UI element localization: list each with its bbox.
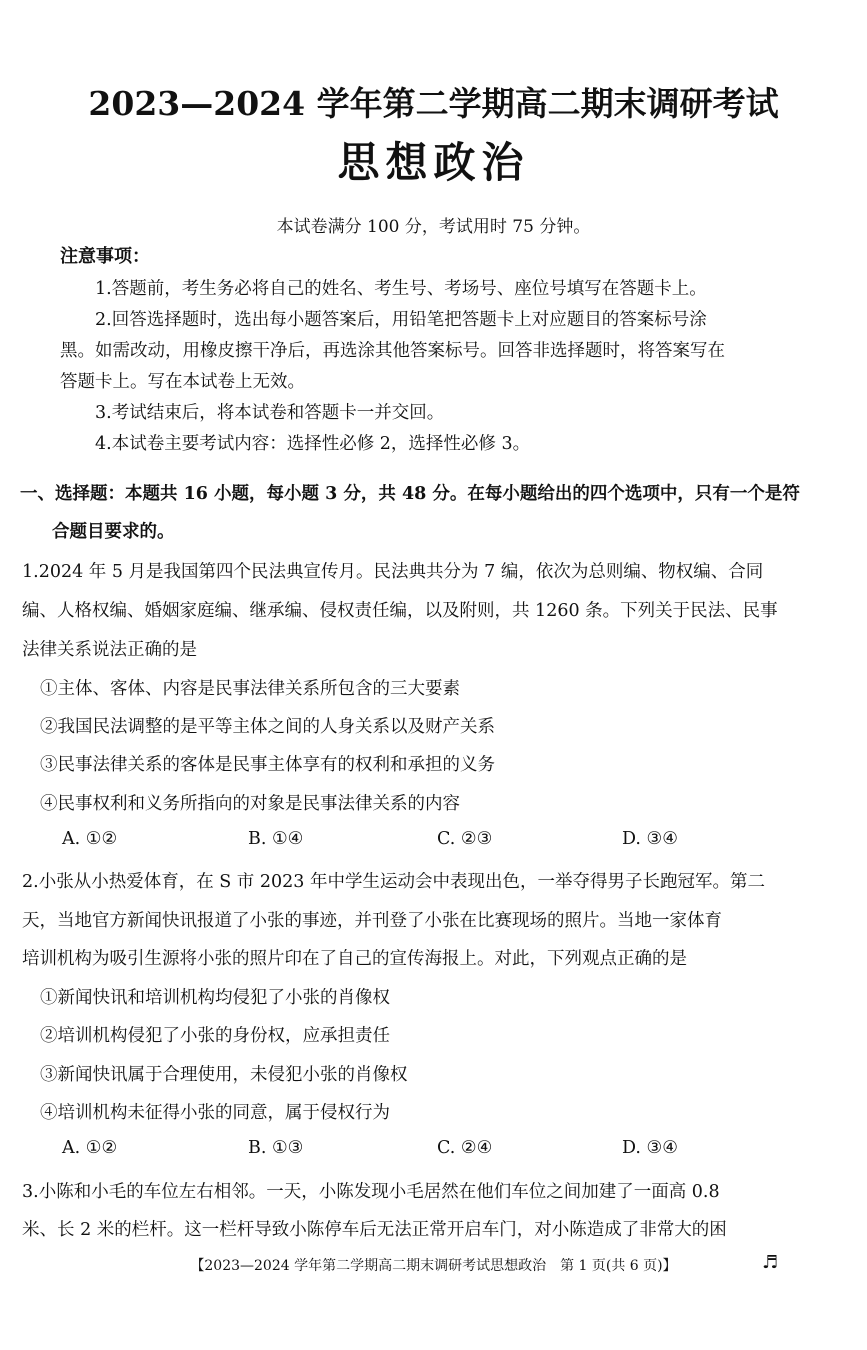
notice-line: 4.本试卷主要考试内容：选择性必修 2，选择性必修 3。 (95, 434, 531, 454)
q2-stem-line: 2.小张从小热爱体育，在 S 市 2023 年中学生运动会中表现出色，一举夺得男子长跑冠军。第二 (22, 872, 765, 892)
notice-title: 注意事项： (60, 246, 150, 267)
q2-stem-line: 培训机构为吸引生源将小张的照片印在了自己的宣传海报上。对此，下列观点正确的是 (22, 949, 687, 969)
q1-item: ③民事法律关系的客体是民事主体享有的权利和承担的义务 (40, 755, 495, 775)
exam-title: 2023—2024 学年第二学期高二期末调研考试 (88, 84, 779, 123)
q2-item: ②培训机构侵犯了小张的身份权，应承担责任 (40, 1026, 390, 1046)
notice-line: 答题卡上。写在本试卷上无效。 (60, 372, 305, 392)
notice-line: 1.答题前，考生务必将自己的姓名、考生号、考场号、座位号填写在答题卡上。 (95, 279, 707, 299)
q2-option-b: B. ①③ (248, 1138, 304, 1158)
q2-option-a: A. ①② (62, 1138, 118, 1158)
music-note-icon: ♬ (762, 1252, 779, 1273)
page-footer: 【2023—2024 学年第二学期高二期末调研考试思想政治 第 1 页(共 6 页)】 (190, 1258, 677, 1274)
q2-stem-line: 天，当地官方新闻快讯报道了小张的事迹，并刊登了小张在比赛现场的照片。当地一家体育 (22, 911, 722, 931)
q1-option-a: A. ①② (62, 829, 118, 849)
q2-item: ③新闻快讯属于合理使用，未侵犯小张的肖像权 (40, 1065, 408, 1085)
q3-stem-line: 3.小陈和小毛的车位左右相邻。一天，小陈发现小毛居然在他们车位之间加建了一面高 0.8 (22, 1182, 720, 1202)
section-heading: 一、选择题：本题共 16 小题，每小题 3 分，共 48 分。在每小题给出的四个选项中，只有一个是符 (20, 484, 800, 504)
q1-item: ②我国民法调整的是平等主体之间的人身关系以及财产关系 (40, 717, 495, 737)
q1-stem-line: 1.2024 年 5 月是我国第四个民法典宣传月。民法典共分为 7 编，依次为总则编、物权编、合同 (22, 562, 764, 582)
subject-title: 思想政治 (337, 138, 530, 187)
q2-option-c: C. ②④ (437, 1138, 493, 1158)
q1-item: ①主体、客体、内容是民事法律关系所包含的三大要素 (40, 679, 460, 699)
q2-item: ①新闻快讯和培训机构均侵犯了小张的肖像权 (40, 988, 390, 1008)
notice-line: 2.回答选择题时，选出每小题答案后，用铅笔把答题卡上对应题目的答案标号涂 (95, 310, 707, 330)
q1-item: ④民事权利和义务所指向的对象是民事法律关系的内容 (40, 794, 460, 814)
q2-item: ④培训机构未征得小张的同意，属于侵权行为 (40, 1103, 390, 1123)
q1-option-c: C. ②③ (437, 829, 493, 849)
exam-meta: 本试卷满分 100 分，考试用时 75 分钟。 (276, 217, 591, 237)
q1-option-d: D. ③④ (622, 829, 678, 849)
q2-option-d: D. ③④ (622, 1138, 678, 1158)
q1-stem-line: 法律关系说法正确的是 (22, 640, 197, 660)
notice-line: 3.考试结束后，将本试卷和答题卡一并交回。 (95, 403, 445, 423)
q1-option-b: B. ①④ (248, 829, 304, 849)
q3-stem-line: 米、长 2 米的栏杆。这一栏杆导致小陈停车后无法正常开启车门，对小陈造成了非常大的困 (22, 1220, 727, 1240)
notice-line: 黑。如需改动，用橡皮擦干净后，再选涂其他答案标号。回答非选择题时，将答案写在 (60, 341, 725, 361)
q1-stem-line: 编、人格权编、婚姻家庭编、继承编、侵权责任编，以及附则，共 1260 条。下列关于民法、民事 (22, 601, 778, 621)
section-heading-cont: 合题目要求的。 (52, 522, 175, 542)
